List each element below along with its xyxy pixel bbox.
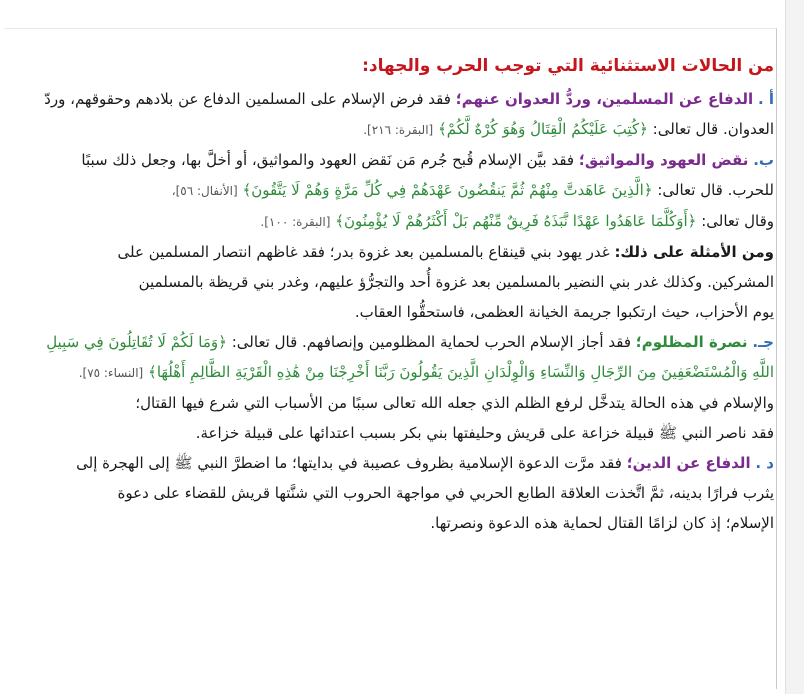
ayah-close-bracket: ﴾ xyxy=(148,363,157,381)
section-c-line-4: فقد ناصر النبي ﷺ قبيلة خزاعة على قريش وحليفتها بني بكر بسبب اعتدائها على قبيلة خزاعة. xyxy=(195,424,774,442)
ayah-open-bracket: ﴿ xyxy=(687,212,697,230)
section-d-letter: د . xyxy=(755,454,774,472)
section-d-text-1: فقد مرَّت الدعوة الإسلامية بظروف عصيبة في بدايتها؛ ما اضطرَّ النبي ﷺ إلى الهجرة إلى xyxy=(76,454,622,472)
section-a-text-1: فقد فرض الإسلام على المسلمين الدفاع عن بلادهم وحقوقهم، وردّ xyxy=(44,90,451,108)
section-b-text-3: وقال تعالى: xyxy=(701,212,774,230)
ayah-open-bracket: ﴿ xyxy=(639,120,648,138)
section-a-ref: [البقرة: ٢١٦]. xyxy=(363,123,434,137)
section-c-text-1: فقد أجاز الإسلام الحرب لحماية المظلومين وإنصافهم. قال تعالى: xyxy=(231,333,631,351)
ayah-close-bracket: ﴾ xyxy=(242,181,252,199)
section-b-ayah-2: أَوَكُلَّمَا عَاهَدُوا عَهْدًا نَّبَذَهُ فَرِيقٌ مِّنْهُم بَلْ أَكْثَرُهُمْ لَا يُؤْمِنُونَ xyxy=(343,212,688,230)
section-d-line-2: يثرب فرارًا بدينه، ثمَّ اتَّخذت العلاقة الطابع الحربي في مواجهة الحروب التي شنَّتها قريش للقضاء على دعوة xyxy=(117,484,774,502)
section-b-text-1: فقد بيَّن الإسلام قُبح جُرم مَن نَقض العهود والمواثيق، أو أخلَّ بها، وجعل ذلك سببًا xyxy=(81,151,575,169)
examples-heading: ومن الأمثلة على ذلك: xyxy=(614,243,774,261)
section-a-ayah: كُتِبَ عَلَيْكُمُ الْقِتَالُ وَهُوَ كُرْهٌ لَّكُمْ xyxy=(446,120,640,138)
examples-line-1 xyxy=(22,237,774,267)
section-b-line-2 xyxy=(22,175,774,206)
section-a-letter: أ . xyxy=(757,90,774,108)
section-c-ayah-a: وَمَا لَكُمْ لَا تُقَاتِلُونَ فِي سَبِيلِ xyxy=(46,333,219,351)
section-b-letter: ب. xyxy=(753,151,774,169)
ayah-close-bracket: ﴾ xyxy=(438,120,447,138)
section-c-line-2 xyxy=(22,357,774,388)
scrollbar[interactable] xyxy=(785,0,804,694)
examples-text-1: غدر يهود بني قينقاع بالمسلمين بعد غزوة بدر؛ فقد غاظهم انتصار المسلمين على xyxy=(117,243,610,261)
section-a-line-1 xyxy=(22,84,774,114)
section-b-text-2: للحرب. قال تعالى: xyxy=(657,181,774,199)
section-c-ayah-b: اللَّهِ وَالْمُسْتَضْعَفِينَ مِنَ الرِّجَالِ وَالنِّسَاءِ وَالْوِلْدَانِ الَّذِينَ يَقُولُونَ رَبَّنَا أَخْرِجْنَا مِنْ هَٰذِهِ الْقَرْيَةِ الظَّالِمِ أَهْلُهَا xyxy=(156,363,774,381)
section-b-ayah-1: الَّذِينَ عَاهَدتَّ مِنْهُمْ ثُمَّ يَنقُضُونَ عَهْدَهُمْ فِي كُلِّ مَرَّةٍ وَهُمْ لَا يَتَّقُونَ xyxy=(251,181,644,199)
section-b-ref-2: [البقرة: ١٠٠]. xyxy=(260,215,331,229)
section-title: من الحالات الاستثنائية التي توجب الحرب والجهاد: xyxy=(362,56,774,76)
section-b-line-3 xyxy=(22,206,774,237)
section-d-line-1 xyxy=(22,448,774,478)
section-c-letter: جـ. xyxy=(752,333,774,351)
ayah-close-bracket: ﴾ xyxy=(335,212,344,230)
examples-line-2: المشركين. وكذلك غدر بني النضير بالمسلمين بعد غزوة أُحد والتجرُّؤ عليهم، وغدر بني قريظة بالمسلمين xyxy=(138,273,774,291)
examples-line-3: يوم الأحزاب، حيث ارتكبوا جريمة الخيانة العظمى، فاستحقُّوا العقاب. xyxy=(354,303,774,321)
section-b-line-1 xyxy=(22,145,774,175)
document-content xyxy=(22,54,774,538)
section-c-line-1 xyxy=(22,327,774,357)
section-c-heading: نصرة المظلوم؛ xyxy=(635,333,748,351)
section-d-line-3: الإسلام؛ إذ كان لزامًا القتال لحماية هذه الدعوة ونصرتها. xyxy=(430,514,774,532)
section-b-ref-1: [الأنفال: ٥٦]، xyxy=(171,184,238,198)
section-b-heading: نقض العهود والمواثيق؛ xyxy=(578,151,749,169)
section-a-text-2: العدوان. قال تعالى: xyxy=(652,120,774,138)
section-c-ref: [النساء: ٧٥]. xyxy=(78,366,144,380)
section-d-heading: الدفاع عن الدين؛ xyxy=(626,454,751,472)
section-a-heading: الدفاع عن المسلمين، وردُّ العدوان عنهم؛ xyxy=(455,90,754,108)
ayah-open-bracket: ﴿ xyxy=(643,181,653,199)
section-a-line-2 xyxy=(22,114,774,145)
ayah-open-bracket: ﴿ xyxy=(218,333,227,351)
section-c-line-3: والإسلام في هذه الحالة يتدخَّل لرفع الظلم الذي جعله الله تعالى سببًا من الأسباب التي شرع فيها القتال؛ xyxy=(135,394,774,412)
